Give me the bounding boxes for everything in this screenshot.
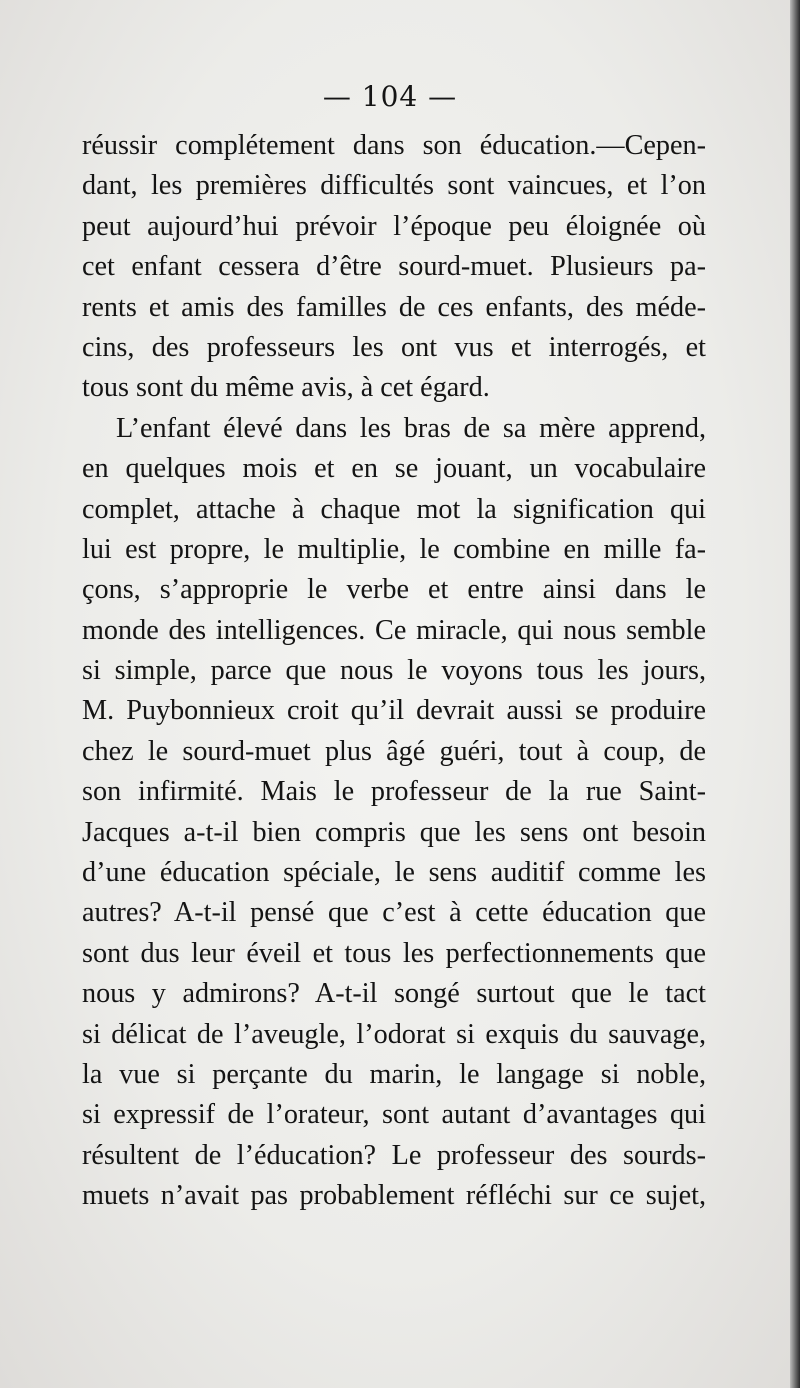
text-line: chez le sourd-muet plus âgé guéri, tout à coup, de (82, 735, 706, 767)
text-line: complet, attache à chaque mot la signification qui (82, 493, 706, 525)
text-line: muets n’avait pas probablement réfléchi sur ce sujet, (82, 1180, 706, 1212)
text-line: son infirmité. Mais le professeur de la rue Saint- (82, 776, 706, 808)
text-line: sont dus leur éveil et tous les perfectionnements que (82, 937, 706, 969)
text-line: tous sont du même avis, à cet égard. (82, 372, 490, 404)
text-line: L’enfant élevé dans les bras de sa mère apprend, (116, 412, 706, 444)
body-text (82, 126, 706, 1217)
text-line: cins, des professeurs les ont vus et interrogés, et (82, 331, 706, 363)
text-line: Jacques a-t-il bien compris que les sens ont besoin (82, 816, 706, 848)
text-line: M. Puybonnieux croit qu’il devrait aussi se produire (82, 695, 706, 727)
text-line: cet enfant cessera d’être sourd-muet. Plusieurs pa- (82, 251, 706, 283)
text-line: la vue si perçante du marin, le langage si noble, (82, 1058, 706, 1090)
page-edge-shadow (790, 0, 800, 1388)
text-line: si délicat de l’aveugle, l’odorat si exquis du sauvage, (82, 1018, 706, 1050)
text-line: résultent de l’éducation? Le professeur des sourds- (82, 1139, 706, 1171)
text-line: monde des intelligences. Ce miracle, qui nous semble (82, 614, 706, 646)
text-line: nous y admirons? A-t-il songé surtout que le tact (82, 978, 706, 1010)
text-line: çons, s’approprie le verbe et entre ainsi dans le (82, 574, 706, 606)
page-number: — 104 — (322, 80, 458, 113)
text-line: lui est propre, le multiplie, le combine en mille fa- (82, 533, 706, 565)
text-line: peut aujourd’hui prévoir l’époque peu éloignée où (82, 210, 706, 242)
text-line: réussir complétement dans son éducation.—Cepen- (82, 130, 706, 161)
text-line: en quelques mois et en se jouant, un vocabulaire (82, 453, 706, 485)
text-line: rents et amis des familles de ces enfants, des méde- (82, 291, 706, 323)
text-line: d’une éducation spéciale, le sens auditif comme les (82, 857, 706, 889)
text-line: autres? A-t-il pensé que c’est à cette éducation que (82, 897, 706, 929)
text-line: dant, les premières difficultés sont vaincues, et l’on (82, 170, 706, 202)
text-line: si simple, parce que nous le voyons tous les jours, (82, 655, 706, 687)
text-line: si expressif de l’orateur, sont autant d’avantages qui (82, 1099, 706, 1131)
